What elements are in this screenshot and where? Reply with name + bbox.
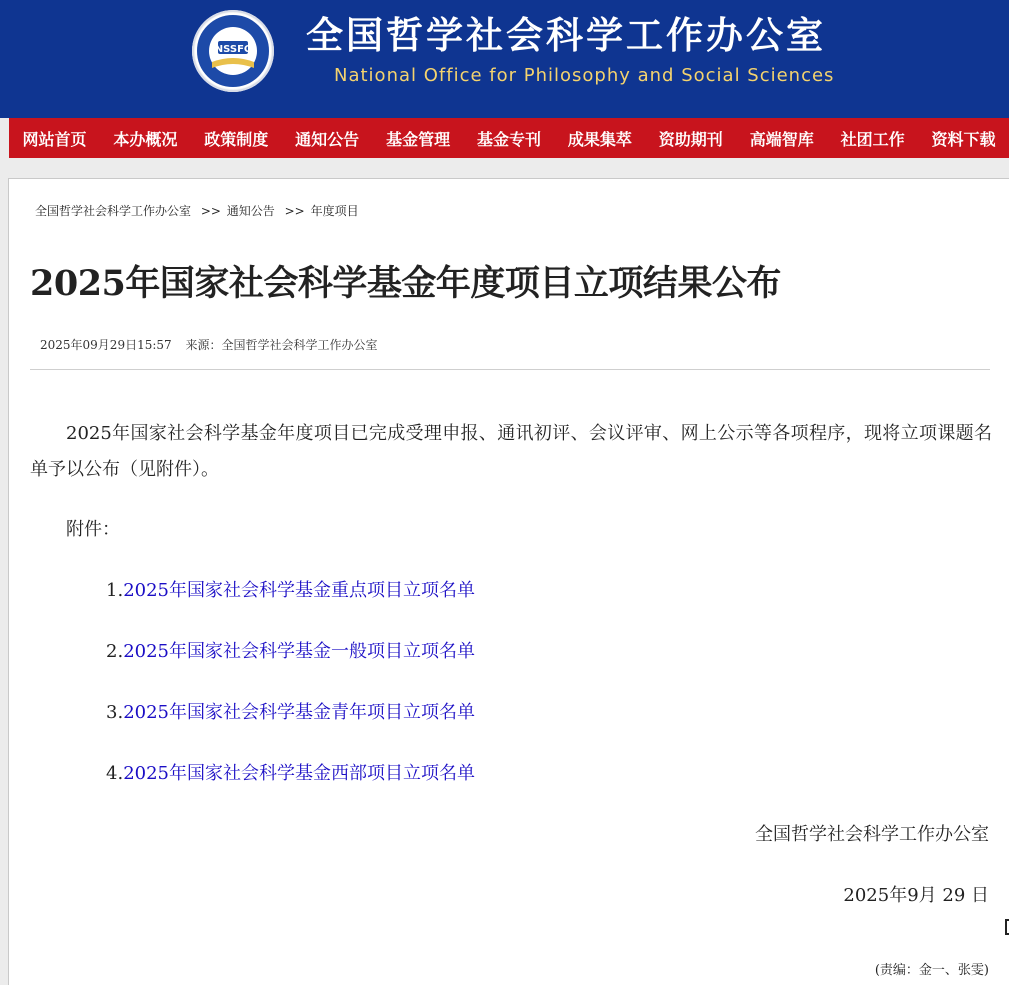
nav-item-associations[interactable]: 社团工作 [840, 129, 905, 149]
nav-item-fund-journal[interactable]: 基金专刊 [476, 129, 541, 149]
site-subtitle: National Office for Philosophy and Social Sciences [334, 65, 835, 86]
scroll-edge-bracket-icon [1005, 919, 1009, 935]
attachment-label: 附件： [66, 519, 120, 540]
breadcrumb-item-annual-projects[interactable]: 年度项目 [310, 204, 359, 218]
nav-item-funded-journals[interactable]: 资助期刊 [658, 129, 723, 149]
site-title: 全国哲学社会科学工作办公室 [306, 14, 826, 57]
attachment-link-general-projects[interactable]: 2025年国家社会科学基金一般项目立项名单 [123, 641, 475, 662]
title-divider [30, 369, 990, 370]
article-source: 全国哲学社会科学工作办公室 [221, 338, 378, 352]
breadcrumb-separator: >> [284, 204, 305, 218]
nav-item-about[interactable]: 本办概况 [113, 129, 178, 149]
article-paragraph: 2025年国家社会科学基金年度项目已完成受理申报、通讯初评、会议评审、网上公示等各项程序，现将立项课题名单予以公布（见附件）。 [30, 423, 992, 480]
nav-item-think-tanks[interactable]: 高端智库 [749, 129, 814, 149]
attachment-link-key-projects[interactable]: 2025年国家社会科学基金重点项目立项名单 [123, 580, 475, 601]
nav-item-notices[interactable]: 通知公告 [295, 129, 360, 149]
attachment-item [106, 699, 475, 727]
article-date: 2025年09月29日15:57 [40, 338, 172, 352]
nav-item-downloads[interactable]: 资料下载 [931, 129, 996, 149]
article-meta [40, 336, 378, 353]
attachment-number: 4. [106, 763, 124, 784]
signature-organization: 全国哲学社会科学工作办公室 [755, 824, 989, 845]
attachment-item [106, 760, 475, 788]
nav-item-policy[interactable]: 政策制度 [204, 129, 269, 149]
nav-item-home[interactable]: 网站首页 [22, 129, 87, 149]
source-label: 来源： [185, 338, 222, 352]
article-title: 2025年国家社会科学基金年度项目立项结果公布 [30, 263, 781, 304]
nssfc-logo[interactable] [192, 10, 274, 92]
attachment-number: 3. [106, 702, 124, 723]
breadcrumb-separator: >> [200, 204, 221, 218]
nav-item-achievements[interactable]: 成果集萃 [567, 129, 632, 149]
attachment-number: 2. [106, 641, 124, 662]
main-nav [9, 118, 1009, 158]
article-container [8, 178, 1009, 985]
breadcrumb [35, 202, 361, 219]
attachment-link-western-projects[interactable]: 2025年国家社会科学基金西部项目立项名单 [123, 763, 475, 784]
attachment-link-youth-projects[interactable]: 2025年国家社会科学基金青年项目立项名单 [123, 702, 475, 723]
nav-item-fund-management[interactable]: 基金管理 [386, 129, 451, 149]
editor-credit: (责编：金一、张雯) [874, 963, 989, 978]
signature-date: 2025年9月 29 日 [843, 885, 989, 906]
attachment-number: 1. [106, 580, 124, 601]
attachment-item [106, 577, 475, 605]
attachment-item [106, 638, 475, 666]
logo-text: NSSFC [214, 44, 252, 55]
logo-emblem-icon [192, 10, 274, 92]
breadcrumb-item-notices[interactable]: 通知公告 [226, 204, 275, 218]
site-header [0, 0, 1009, 118]
breadcrumb-item-office[interactable]: 全国哲学社会科学工作办公室 [35, 204, 192, 218]
